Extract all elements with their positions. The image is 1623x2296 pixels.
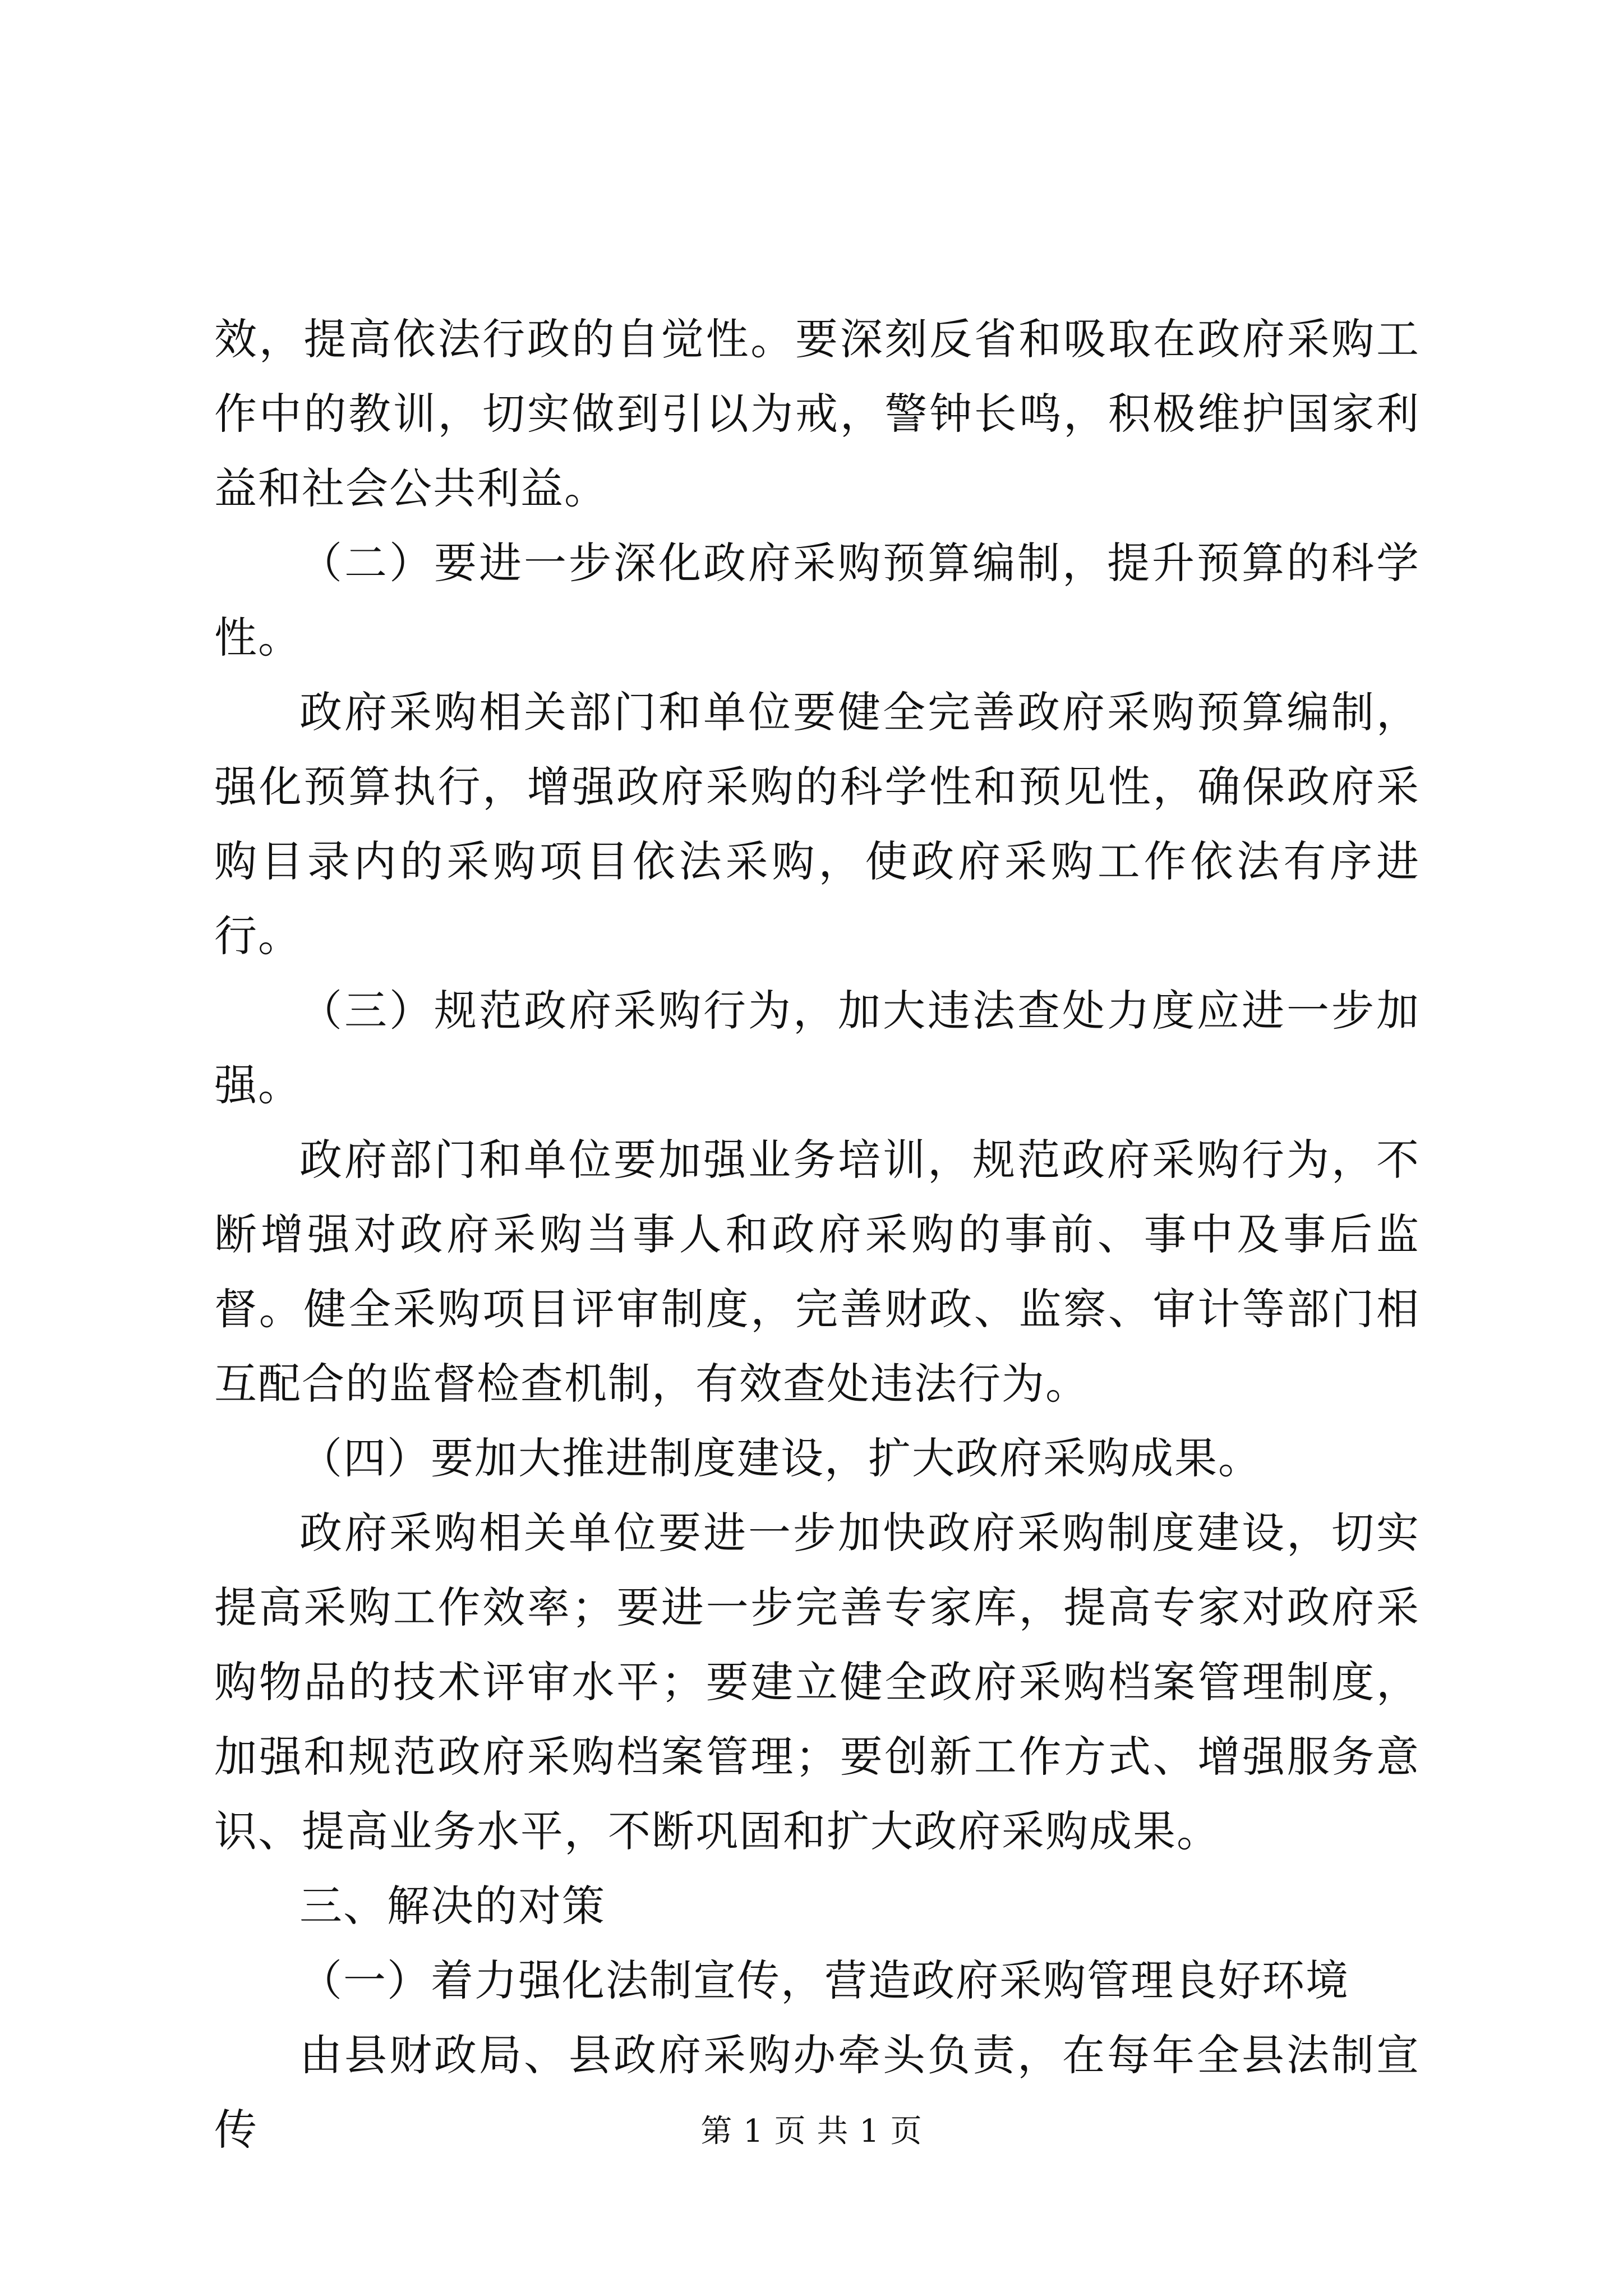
page-footer: 第 1 页 共 1 页 (700, 2113, 923, 2150)
paragraph: 由县财政局、县政府采购办牵头负责，在每年全县法制宣传 (214, 2030, 1420, 2155)
paragraph-continuation: 效，提高依法行政的自觉性。要深刻反省和吸取在政府采购工作中的教训，切实做到引以为戒，警钟长鸣，积极维护国家利益和社会公共利益。 (214, 314, 1420, 513)
section-heading-4: （四）要加大推进制度建设，扩大政府采购成果。 (299, 1433, 1262, 1483)
paragraph: 政府采购相关部门和单位要健全完善政府采购预算编制，强化预算执行，增强政府采购的科学性和预见性，确保政府采购目录内的采购项目依法采购，使政府采购工作依法有序进行。 (214, 687, 1420, 961)
chapter-heading: 三、解决的对策 (299, 1881, 606, 1931)
section-heading-3: （三）规范政府采购行为，加大违法查处力度应进一步加强。 (214, 986, 1420, 1110)
paragraph: 政府采购相关单位要进一步加快政府采购制度建设，切实提高采购工作效率；要进一步完善专家库，提高专家对政府采购物品的技术评审水平；要建立健全政府采购档案管理制度，加强和规范政府采购档案管理；要创新工作方式、增强服务意识、提高业务水平，不断巩固和扩大政府采购成果。 (214, 1508, 1420, 1856)
section-heading-2: （二）要进一步深化政府采购预算编制，提升预算的科学性。 (214, 538, 1420, 662)
paragraph: 政府部门和单位要加强业务培训，规范政府采购行为，不断增强对政府采购当事人和政府采购的事前、事中及事后监督。健全采购项目评审制度，完善财政、监察、审计等部门相互配合的监督检查机制，有效查处违法行为。 (214, 1135, 1420, 1409)
document-body (214, 302, 1420, 2167)
section-heading-1: （一）着力强化法制宣传，营造政府采购管理良好环境 (299, 1955, 1349, 2005)
